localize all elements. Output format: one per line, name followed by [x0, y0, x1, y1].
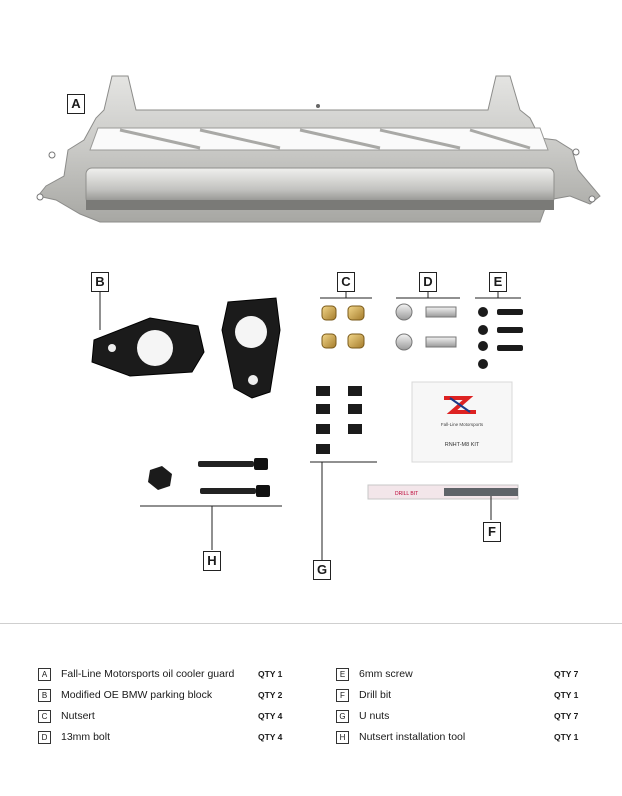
legend-letter: E	[336, 668, 349, 681]
legend-qty: QTY 4	[258, 732, 283, 742]
legend-item-c	[38, 709, 95, 723]
parking-block-right	[222, 298, 280, 398]
legend-name: Drill bit	[359, 689, 392, 701]
legend-letter: A	[38, 668, 51, 681]
screws-6mm	[478, 307, 523, 369]
drill-bit-label: DRILL BIT	[395, 491, 419, 497]
divider	[0, 623, 622, 624]
callout-d: D	[419, 272, 437, 292]
legend-qty: QTY 1	[554, 690, 579, 700]
legend-item-a	[38, 667, 234, 681]
kit-card	[412, 382, 512, 462]
legend-name: 6mm screw	[359, 668, 413, 680]
legend-item-e	[336, 667, 413, 681]
callout-b: B	[91, 272, 109, 292]
legend-qty: QTY 1	[258, 669, 283, 679]
legend-item-b	[38, 688, 212, 702]
legend-name: U nuts	[359, 710, 390, 722]
legend-item-g	[336, 709, 389, 723]
callout-g: G	[313, 560, 331, 580]
callout-a: A	[67, 94, 85, 114]
oil-cooler-guard	[37, 76, 600, 222]
drill-bit-package	[368, 485, 518, 499]
callout-e: E	[489, 272, 507, 292]
nutsert-installation-tool	[148, 458, 270, 497]
legend-qty: QTY 2	[258, 690, 283, 700]
legend-name: Nutsert	[61, 710, 95, 722]
legend-name: Modified OE BMW parking block	[61, 689, 213, 701]
legend-letter: F	[336, 689, 349, 702]
legend-name: Fall-Line Motorsports oil cooler guard	[61, 668, 235, 680]
legend-qty: QTY 1	[554, 732, 579, 742]
kit-card-brand: Fall-Line Motorsports	[440, 422, 484, 427]
parking-block-left	[92, 318, 204, 376]
legend-name: Nutsert installation tool	[359, 731, 466, 743]
legend-item-f	[336, 688, 391, 702]
nutserts	[322, 306, 364, 348]
legend-letter: G	[336, 710, 349, 723]
legend-qty: QTY 4	[258, 711, 283, 721]
legend-item-d	[38, 730, 110, 744]
legend-letter: D	[38, 731, 51, 744]
callout-c: C	[337, 272, 355, 292]
callout-f: F	[483, 522, 501, 542]
legend-item-h	[336, 730, 465, 744]
bolts-13mm	[396, 304, 456, 350]
kit-card-title: RNHT-M8 KIT	[444, 442, 480, 448]
legend-letter: H	[336, 731, 349, 744]
legend-name: 13mm bolt	[61, 731, 111, 743]
legend-qty: QTY 7	[554, 711, 579, 721]
u-nuts	[316, 386, 362, 454]
legend-letter: C	[38, 710, 51, 723]
legend-letter: B	[38, 689, 51, 702]
callout-h: H	[203, 551, 221, 571]
legend-qty: QTY 7	[554, 669, 579, 679]
